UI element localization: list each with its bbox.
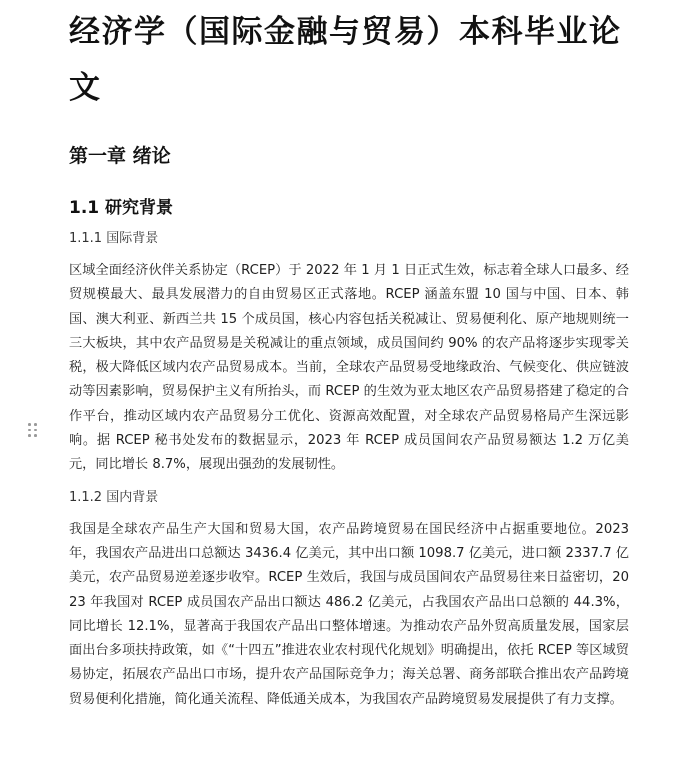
paragraph-international-background: 区域全面经济伙伴关系协定（RCEP）于 2022 年 1 月 1 日正式生效，标志着全球人口最多、经贸规模最大、最具发展潜力的自由贸易区正式落地。RCEP 涵盖东盟 10 国与中国、日本、韩国、澳大利亚、新西兰共 15 个成员国，核心内容包括关税减让、贸易便利化、原产地规则统一三大板块，其中农产品贸易是关税减让的重点领域，成员国间约 90% 的农产品将逐步实现零关税，极大降低区域内农产品贸易成本。当前，全球农产品贸易受地缘政治、气候变化、供应链波动等因素影响，贸易保护主义有所抬头，而 RCEP 的生效为亚太地区农产品贸易搭建了稳定的合作平台，推动区域内农产品贸易分工优化、资源高效配置，对全球农产品贸易格局产生深远影响。据 RCEP 秘书处发布的数据显示，2023 年 RCEP 成员国间农产品贸易额达 1.2 万亿美元，同比增长 8.7%，展现出强劲的发展韧性。 xyxy=(69,263,629,473)
document-title: 经济学（国际金融与贸易）本科毕业论文 xyxy=(69,14,622,106)
subsection-heading-international: 1.1.1 国际背景 xyxy=(69,231,159,246)
paragraph-domestic-background: 我国是全球农产品生产大国和贸易大国，农产品跨境贸易在国民经济中占据重要地位。2023 年，我国农产品进出口总额达 3436.4 亿美元，其中出口额 1098.7 亿美元，进口额 2337.7 亿美元，农产品贸易逆差逐步收窄。RCEP 生效后，我国与成员国间农产品贸易往来日益密切，2023 年我国对 RCEP 成员国农产品出口额达 486.2 亿美元，占我国农产品出口总额的 44.3%，同比增长 12.1%，显著高于我国农产品出口整体增速。为推动农产品外贸高质量发展，国家层面出台多项扶持政策，如《“十四五”推进农业农村现代化规划》明确提出，依托 RCEP 等区域贸易协定，拓展农产品出口市场，提升农产品国际竞争力；海关总署、商务部联合推出农产品跨境贸易便利化措施，简化通关流程、降低通关成本，为我国农产品跨境贸易发展提供了有力支撑。 xyxy=(69,521,629,707)
subsection-heading-domestic: 1.1.2 国内背景 xyxy=(69,489,159,505)
drag-handle-icon[interactable] xyxy=(27,422,39,438)
document-body xyxy=(69,0,629,712)
chapter-title: 第一章 绪论 xyxy=(69,145,171,167)
section-title: 1.1 研究背景 xyxy=(69,198,174,218)
